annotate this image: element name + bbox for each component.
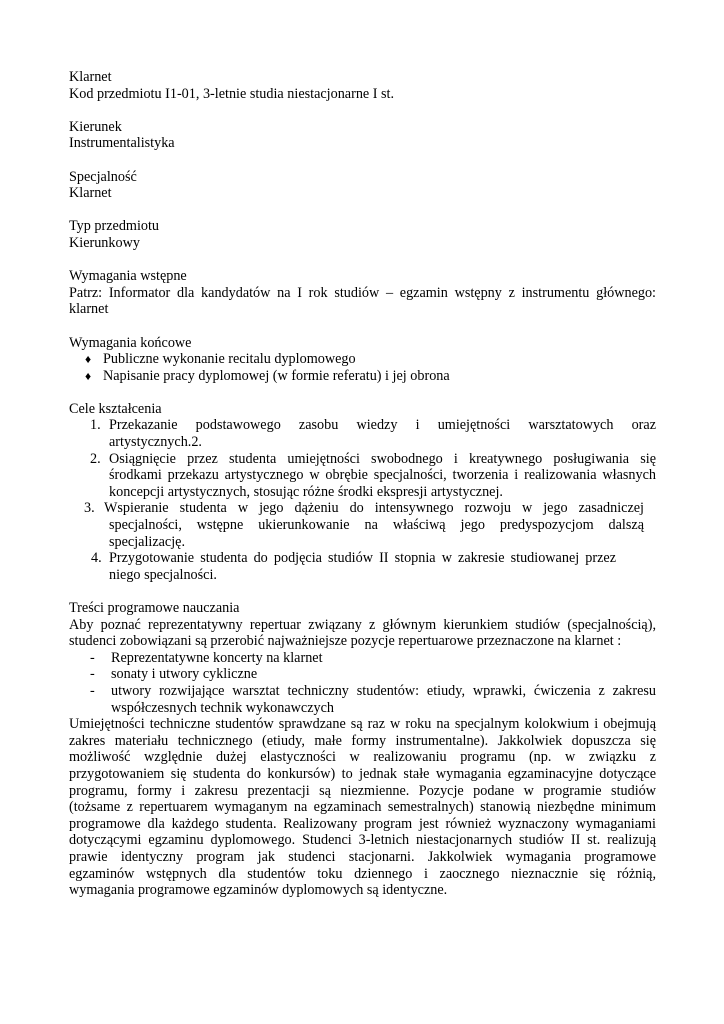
list-item-text: niego specjalności. (109, 566, 217, 583)
paragraph-line: programu, formy i zakresu prezentacji są niezmienne. Pozycje podane w programie studiów (69, 782, 656, 799)
list-item (69, 500, 656, 550)
list-item-text: środkami przekazu artystycznego w obrębie specjalności, tworzenia i realizowania własnych (109, 467, 656, 484)
field-specjalnosc (69, 169, 656, 202)
diamond-bullet-icon: ♦ (85, 352, 92, 367)
dash-bullet: - (90, 666, 95, 683)
list-item-text: utwory rozwijające warsztat techniczny studentów: etiudy, wprawki, ćwiczenia z zakresu (111, 682, 656, 699)
paragraph-line: prawie identyczny program jak studenci stacjonarni. Jakkolwiek wymagania programowe (69, 848, 656, 865)
program-section (69, 600, 656, 899)
field-kierunek (69, 119, 656, 152)
list-item-text: Przygotowanie studenta do podjęcia studiów II stopnia w zakresie studiowanej przez (109, 550, 616, 567)
list-item-text: Publiczne wykonanie recitalu dyplomowego (103, 351, 356, 368)
document-page (69, 69, 656, 899)
course-title: Klarnet (69, 69, 112, 85)
list-item (69, 451, 656, 501)
paragraph-line: egzaminów wstępnych dla studentów toku dziennego i zaocznego nieznacznie się różnią, (69, 865, 656, 882)
field-typ-przedmiotu (69, 218, 656, 251)
course-code-line: Kod przedmiotu I1-01, 3-letnie studia niestacjonarne I st. (69, 85, 395, 102)
prerequisites-text: klarnet (69, 301, 109, 318)
list-item-text: Przekazanie podstawowego zasobu wiedzy i umiejętności warsztatowych oraz (109, 417, 656, 434)
field-label: Kierunek (69, 118, 122, 135)
paragraph-line: przygotowaniem się studenta do konkursów) to jednak stałe wymagania egzaminacyjne dotyczące (69, 765, 656, 782)
list-number: 4. (91, 550, 102, 567)
section-heading: Treści programowe nauczania (69, 600, 240, 616)
paragraph-line: możliwość względnie dużej elastyczności w realizowaniu programu (np. w związku z (69, 749, 656, 766)
dash-bullet: - (90, 649, 95, 666)
list-item (69, 650, 656, 667)
paragraph-line: Aby poznać reprezentatywny repertuar związany z głównym kierunkiem studiów (specjalnością), (69, 616, 656, 633)
paragraph-line: wymagania programowe egzaminów dyplomowych są identyczne. (69, 882, 448, 899)
section-heading: Wymagania końcowe (69, 334, 192, 351)
paragraph-line: Umiejętności techniczne studentów sprawdzane są raz w roku na specjalnym kolokwium i obejmują (69, 716, 656, 733)
goals-section (69, 401, 656, 584)
list-item (69, 368, 656, 385)
list-item (69, 351, 656, 368)
field-label: Typ przedmiotu (69, 218, 160, 235)
field-value: Kierunkowy (69, 234, 140, 251)
list-item-text: Osiągnięcie przez studenta umiejętności swobodnego i kreatywnego posługiwania się (109, 450, 656, 467)
section-heading: Cele kształcenia (69, 400, 162, 417)
paragraph-line: dotyczącymi egzaminu dyplomowego. Studenci 3-letnich niestacjonarnych studiów II st. realizują (69, 832, 656, 849)
section-heading: Wymagania wstępne (69, 268, 187, 285)
field-value: Instrumentalistyka (69, 135, 175, 152)
paragraph-line: zakres materiału technicznego (etiudy, małe formy instrumentalne). Jakkolwiek dopuszcza się (69, 732, 656, 749)
list-item-text: koncepcji artystycznych, stosując różne środki ekspresji artystycznej. (109, 483, 503, 500)
diamond-bullet-icon: ♦ (85, 368, 92, 383)
list-item-text: Napisanie pracy dyplomowej (w formie referatu) i jej obrona (103, 367, 450, 384)
prerequisites-text: Patrz: Informator dla kandydatów na I rok studiów – egzamin wstępny z instrumentu głównego: (69, 284, 656, 301)
list-number: 1. (90, 417, 101, 434)
list-item (69, 683, 656, 716)
list-item-text: artystycznych.2. (109, 434, 202, 451)
list-item (69, 550, 656, 583)
paragraph-line: studenci zobowiązani są przerobić najważniejsze pozycje repertuarowe przeznaczone na klarnet : (69, 633, 622, 650)
program-paragraph (69, 716, 656, 899)
list-item-text: sonaty i utwory cykliczne (111, 666, 258, 683)
dash-bullet: - (90, 682, 95, 699)
final-requirements-section (69, 335, 656, 385)
list-number: 2. (90, 450, 101, 467)
paragraph-line: programowe dla każdego studenta. Realizowany program jest również wyznaczony wymaganiami (69, 815, 656, 832)
list-item-text: specjalizację. (109, 533, 186, 550)
field-value: Klarnet (69, 185, 112, 202)
paragraph-line: (tożsame z repertuarem wymaganym na egzaminach semestralnych) stanowią niezbędne minimum (69, 799, 656, 816)
list-item-text: współczesnych technik wykonawczych (111, 699, 334, 716)
field-label: Specjalność (69, 168, 137, 185)
list-item-text: Reprezentatywne koncerty na klarnet (111, 649, 323, 666)
prerequisites-section (69, 268, 656, 318)
list-number: 3. (84, 500, 95, 517)
list-item-text: Wspieranie studenta w jego dążeniu do intensywnego rozwoju w jego zasadniczej (104, 500, 644, 517)
list-item (69, 417, 656, 450)
list-item (69, 666, 656, 683)
course-header (69, 69, 656, 102)
list-item-text: specjalności, wstępne ukierunkowanie na właściwą jego predyspozycjom dalszą (109, 517, 644, 534)
